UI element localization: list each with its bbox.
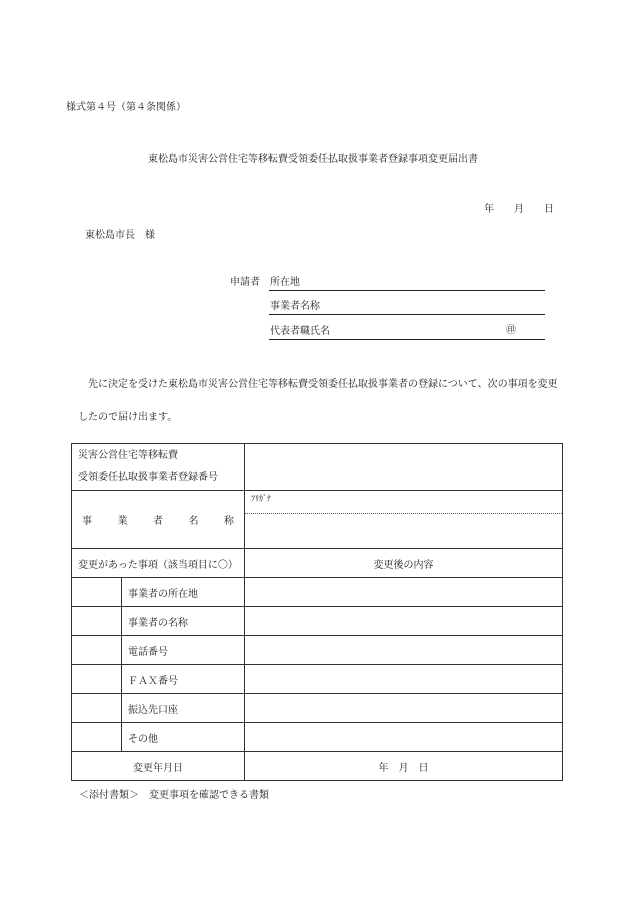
checkbox-cell-other[interactable] bbox=[72, 723, 122, 752]
business-name-row-label: 事 業 者 名 称 bbox=[72, 491, 245, 549]
table-row bbox=[72, 752, 563, 781]
document-title: 東松島市災害公営住宅等移転費受領委任払取扱事業者登録事項変更届出書 bbox=[148, 154, 478, 165]
address-label: 所在地 bbox=[270, 277, 300, 288]
item-name: 事業者の名称 bbox=[122, 607, 245, 636]
table-row bbox=[72, 549, 563, 578]
item-other: その他 bbox=[122, 723, 245, 752]
checkbox-cell-phone[interactable] bbox=[72, 636, 122, 665]
changed-items-header: 変更があった事項（該当項目に〇） bbox=[72, 549, 245, 578]
table-row bbox=[72, 636, 563, 665]
value-fax[interactable] bbox=[245, 665, 563, 694]
representative-underline bbox=[269, 339, 545, 340]
checkbox-cell-fax[interactable] bbox=[72, 665, 122, 694]
registration-number-value[interactable] bbox=[245, 444, 563, 491]
table-row bbox=[72, 491, 563, 549]
business-name-label: 事業者名称 bbox=[270, 301, 320, 312]
registration-number-label: 災害公営住宅等移転費 受領委任払取扱事業者登録番号 bbox=[72, 444, 245, 491]
representative-label: 代表者職氏名 bbox=[270, 326, 330, 337]
item-fax: ＦＡＸ番号 bbox=[122, 665, 245, 694]
body-text: 先に決定を受けた東松島市災害公営住宅等移転費受領委任払取扱事業者の登録について、次の事項を変更したので届け出ます。 bbox=[78, 379, 558, 423]
change-date-value[interactable]: 年 月 日 bbox=[245, 752, 563, 781]
attachment-note: ＜添付書類＞ 変更事項を確認できる書類 bbox=[79, 790, 269, 801]
addressee: 東松島市長 様 bbox=[85, 230, 155, 241]
checkbox-cell-bank[interactable] bbox=[72, 694, 122, 723]
applicant-label: 申請者 bbox=[230, 277, 260, 288]
business-name-value[interactable] bbox=[245, 491, 563, 549]
seal-mark: ㊞ bbox=[506, 325, 516, 336]
table-row bbox=[72, 723, 563, 752]
value-name[interactable] bbox=[245, 607, 563, 636]
value-other[interactable] bbox=[245, 723, 563, 752]
table-row bbox=[72, 444, 563, 491]
business-name-underline bbox=[269, 314, 545, 315]
item-bank-account: 振込先口座 bbox=[122, 694, 245, 723]
value-bank-account[interactable] bbox=[245, 694, 563, 723]
furigana-label: ﾌﾘｶﾞﾅ bbox=[251, 494, 271, 503]
change-date-label: 変更年月日 bbox=[72, 752, 245, 781]
item-phone: 電話番号 bbox=[122, 636, 245, 665]
checkbox-cell-name[interactable] bbox=[72, 607, 122, 636]
table-row bbox=[72, 665, 563, 694]
registration-change-table bbox=[71, 443, 563, 781]
checkbox-cell-address[interactable] bbox=[72, 578, 122, 607]
after-change-header: 変更後の内容 bbox=[245, 549, 563, 578]
table-row bbox=[72, 694, 563, 723]
table-row bbox=[72, 607, 563, 636]
value-address[interactable] bbox=[245, 578, 563, 607]
date-line: 年 月 日 bbox=[484, 204, 554, 215]
table-row bbox=[72, 578, 563, 607]
item-address: 事業者の所在地 bbox=[122, 578, 245, 607]
value-phone[interactable] bbox=[245, 636, 563, 665]
address-underline bbox=[269, 290, 545, 291]
furigana-divider bbox=[245, 513, 562, 514]
form-number: 様式第４号（第４条関係） bbox=[66, 102, 186, 113]
